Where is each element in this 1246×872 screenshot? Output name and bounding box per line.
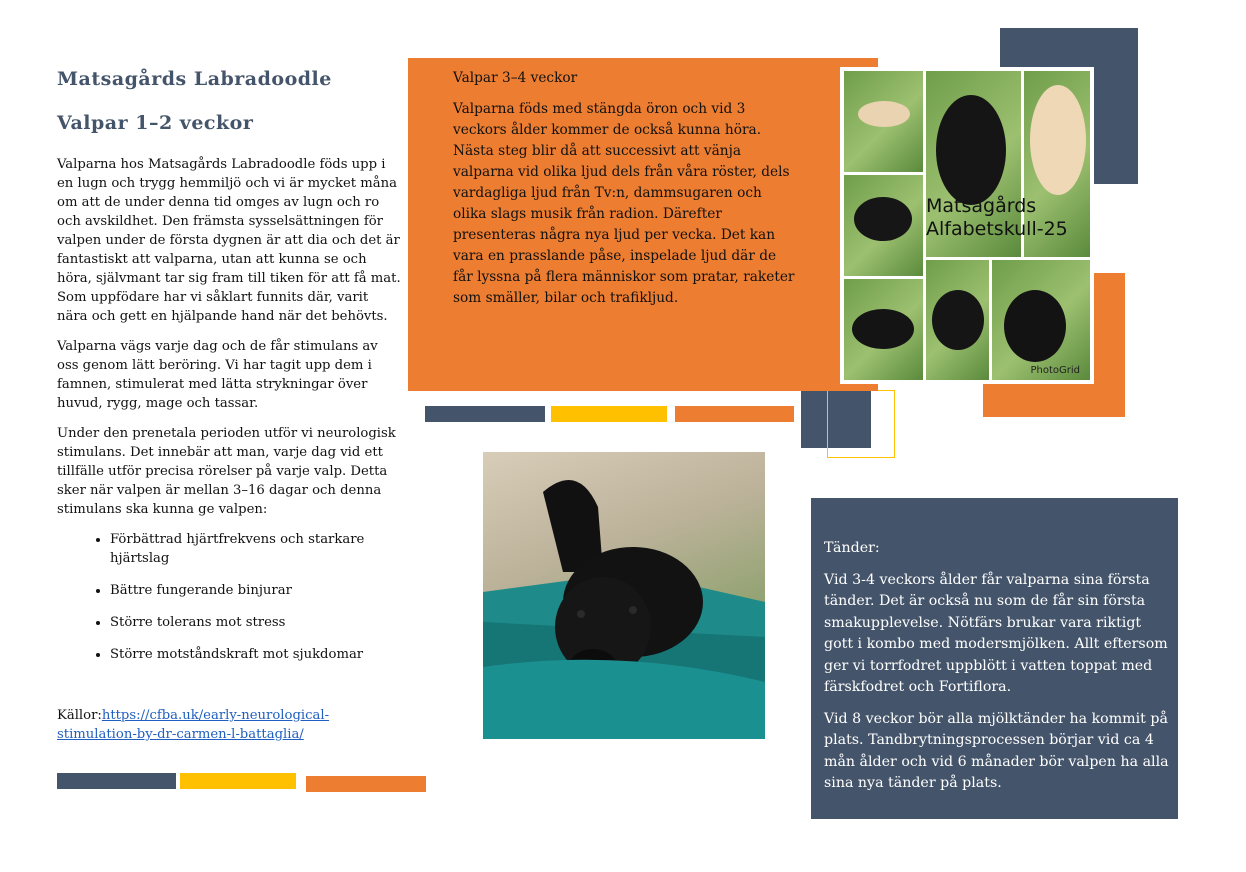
page-title: Matsagårds Labradoodle [57, 68, 332, 90]
accent-bar-orange [306, 776, 426, 792]
black-puppy-shape [854, 197, 912, 241]
list-item: • Större motståndskraft mot sjukdomar [110, 645, 402, 664]
collage-cell [926, 260, 989, 380]
cream-puppy-shape [858, 101, 910, 127]
collage-cell [992, 260, 1090, 380]
orange-box-title: Valpar 3–4 veckor [453, 70, 578, 86]
left-text-column [57, 155, 402, 677]
list-item: • Större tolerans mot stress [110, 613, 402, 632]
sources [57, 706, 402, 744]
black-puppy-shape [936, 95, 1006, 205]
puppy-photo-collage [840, 67, 1094, 384]
puppy-photo [483, 452, 765, 739]
orange-box-content [453, 68, 798, 309]
paragraph: Under den prenetala perioden utför vi neurologisk stimulans. Det innebär att man, varje dag vid ett tillfälle utför precisa rörelser på varje valp. Detta sker när valpen är mellan 3–16 dagar och denna stimulans ska kunna ge valpen: [57, 426, 396, 517]
accent-bar-navy [57, 773, 176, 789]
puppy-illustration [483, 452, 765, 739]
accent-bar-gold [180, 773, 296, 789]
accent-bar-orange [675, 406, 794, 422]
deco-gold-outline-square [827, 390, 895, 458]
accent-bar-gold [551, 406, 667, 422]
section-heading: Valpar 1–2 veckor [57, 112, 254, 134]
black-puppy-shape [852, 309, 914, 349]
accent-bar-navy [425, 406, 545, 422]
list-item: • Förbättrad hjärtfrekvens och starkare hjärtslag [110, 530, 402, 568]
collage-cell [844, 175, 923, 276]
collage-cell [844, 279, 923, 380]
teeth-box-title: Tänder: [824, 540, 880, 556]
collage-cell [844, 71, 923, 172]
collage-title-line: Alfabetskull-25 [926, 218, 1068, 240]
benefits-list [57, 530, 402, 664]
paragraph: Vid 8 veckor bör alla mjölktänder ha kommit på plats. Tandbrytningsprocessen börjar vid ca 4 mån ålder och vid 6 månader bör valpen ha alla sina nya tänder på plats. [824, 710, 1169, 791]
paragraph: Vid 3-4 veckors ålder får valparna sina första tänder. Det är också nu som de får sin första smakupplevelse. Nötfärs brukar vara riktigt gott i kombo med modersmjölken. Allt eftersom ger vi torrfodret uppblött i vatten toppat med färskfodret och Fortiflora. [824, 571, 1168, 695]
sources-label: Källor: [57, 708, 102, 723]
teeth-box-content [824, 538, 1169, 805]
cream-puppy-shape [1030, 85, 1086, 195]
black-puppy-shape [1004, 290, 1066, 362]
photogrid-watermark: PhotoGrid [1030, 365, 1080, 376]
collage-title [926, 195, 1068, 241]
black-puppy-shape [932, 290, 984, 350]
paragraph: Valparna hos Matsagårds Labradoodle föds upp i en lugn och trygg hemmiljö och vi är mycket måna om att de under denna tid omges av lugn och ro och avskildhet. Den främsta sysselsättningen för valpen under de första dygnen är att dia och det är fantastiskt att valparna, utan att kunna se och höra, självmant tar sig fram till tiken för att få mat. Som uppfödare har vi såklart funnits där, varit nära och gett en hjälpande hand när det behövts. [57, 157, 401, 324]
list-item: • Bättre fungerande binjurar [110, 581, 402, 600]
sources-link[interactable]: https://cfba.uk/early-neurological-stimulation-by-dr-carmen-l-battaglia/ [57, 708, 330, 742]
orange-box-text: Valparna föds med stängda öron och vid 3 veckors ålder kommer de också kunna höra. Nästa steg blir då att successivt att vänja valparna vid olika ljud dels från våra röster, dels vardagliga ljud från Tv:n, dammsugaren och olika slags musik från radion. Därefter presenteras några nya ljud per vecka. Det kan vara en prasslande påse, inspelade ljud där de får lyssna på flera människor som pratar, raketer som smäller, bilar och trafikljud. [453, 101, 795, 306]
paragraph: Valparna vägs varje dag och de får stimulans av oss genom lätt beröring. Vi har tagit upp dem i famnen, stimulerat med lätta strykningar över huvud, rygg, mage och tassar. [57, 339, 378, 411]
collage-title-line: Matsagårds [926, 195, 1037, 217]
